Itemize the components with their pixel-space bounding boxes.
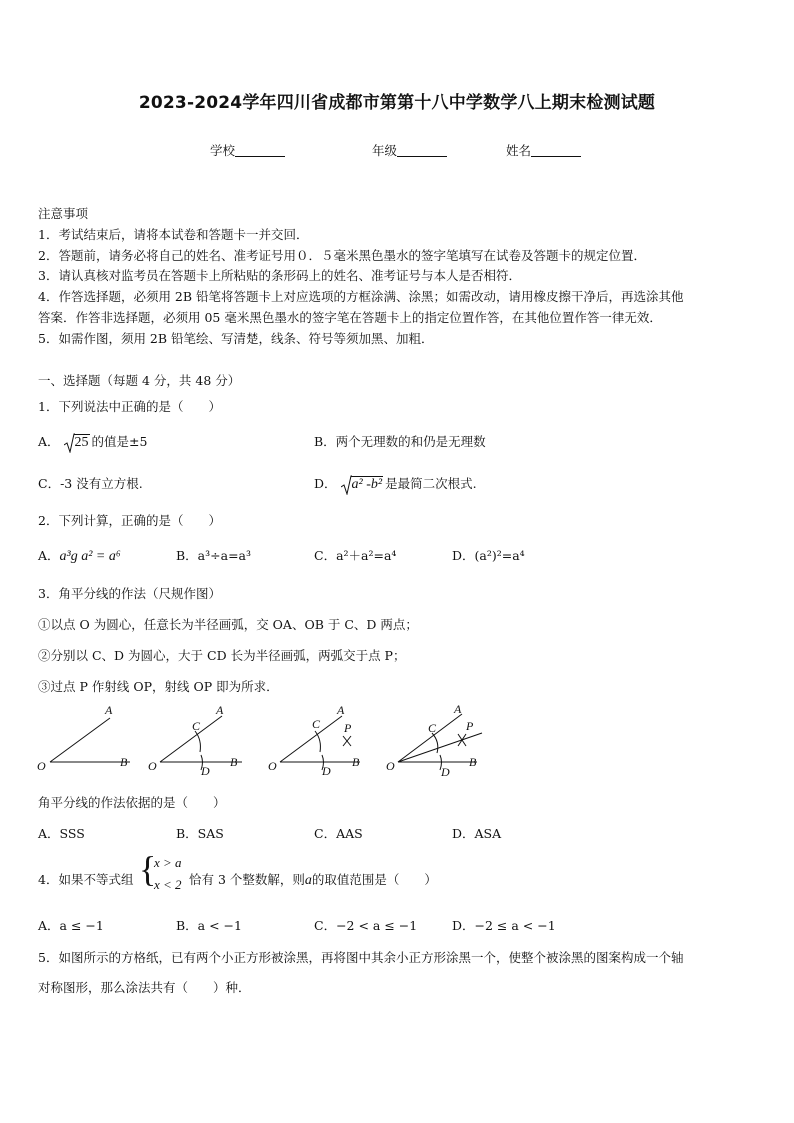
school-blank[interactable] <box>235 143 285 157</box>
label-d: D <box>201 764 210 778</box>
figure-2 <box>148 703 242 778</box>
label-a: A <box>337 703 345 717</box>
label-b: B <box>469 755 477 769</box>
q1-stem: 1．下列说法中正确的是（ ） <box>38 399 221 414</box>
q4-stem-after <box>189 870 437 889</box>
school-field[interactable] <box>210 141 285 159</box>
q4-option-a[interactable]: A．a ≤ −1 <box>38 918 104 933</box>
q3-step-1: ①以点 O 为圆心，任意长为半径画弧，交 OA、OB 于 C、D 两点； <box>38 617 418 632</box>
label-o: O <box>268 759 277 773</box>
notice-heading: 注意事项 <box>38 206 89 221</box>
notice-item: 答案．作答非选择题，必须用 05 毫米黑色墨水的签字笔在答题卡上的指定位置作答，在其他位置作答一律无效． <box>38 310 662 325</box>
figure-3 <box>268 703 360 778</box>
q2-stem: 2．下列计算，正确的是（ ） <box>38 513 221 528</box>
q3-option-a[interactable]: A．SSS <box>38 826 85 841</box>
label-a: A <box>216 703 224 717</box>
q1-a-text: 的值是±5 <box>91 434 148 449</box>
notice-item: 1．考试结束后，请将本试卷和答题卡一并交回． <box>38 227 309 242</box>
q3-stem: 3．角平分线的作法（尺规作图） <box>38 586 221 601</box>
label-c: C <box>428 721 437 735</box>
q4-var: a <box>304 873 312 888</box>
label-b: B <box>120 755 128 769</box>
school-label: 学校 <box>210 143 236 158</box>
q1-option-b[interactable]: B．两个无理数的和仍是无理数 <box>314 434 486 449</box>
q1-d-text: 是最简二次根式. <box>385 476 477 491</box>
radical-sign-icon <box>64 433 75 453</box>
notice-item: 2．答题前，请务必将自己的姓名、准考证号用０．５毫米黑色墨水的签字笔填写在试卷及答题卡的规定位置． <box>38 248 646 263</box>
q2-option-d[interactable]: D．(a²)²=a⁴ <box>452 548 525 563</box>
figure-4 <box>386 702 482 779</box>
q2-a-math: a³g a² = a⁶ <box>59 549 121 564</box>
left-brace-icon: { <box>139 849 157 889</box>
label-p: P <box>344 721 352 735</box>
name-blank[interactable] <box>531 143 581 157</box>
q5-line-1: 5．如图所示的方格纸，已有两个小正方形被涂黑，再将图中其余小正方形涂黑一个，使整个被涂黑的图案构成一个轴 <box>38 950 684 965</box>
notice-item: 3．请认真核对监考员在答题卡上所粘贴的条形码上的姓名、准考证号与本人是否相符． <box>38 268 521 283</box>
q4-ineq-2: x < 2 <box>154 877 182 892</box>
notice-item: 4．作答选择题，必须用 2B 铅笔将答题卡上对应选项的方框涂满、涂黑；如需改动，请用橡皮擦干净后，再选涂其他 <box>38 289 684 304</box>
q1-option-c[interactable]: C．-3 没有立方根. <box>38 476 143 491</box>
name-field[interactable] <box>506 141 581 159</box>
q4-option-d[interactable]: D．−2 ≤ a < −1 <box>452 918 556 933</box>
ray-oa <box>280 716 342 762</box>
q4-text-a: 恰有 3 个整数解，则 <box>189 872 305 887</box>
q3-step-3: ③过点 P 作射线 OP，射线 OP 即为所求． <box>38 679 279 694</box>
ray-oa <box>160 716 222 762</box>
grade-field[interactable] <box>372 141 447 159</box>
q1-d-radicand: a² -b² <box>351 477 383 492</box>
q3-option-d[interactable]: D．ASA <box>452 826 502 841</box>
q4-text-b: 的取值范围是（ ） <box>311 872 437 887</box>
label-c: C <box>192 719 201 733</box>
page-title: 2023-2024学年四川省成都市第第十八中学数学八上期末检测试题 <box>138 93 656 113</box>
q5-line-2: 对称图形，那么涂法共有（ ）种． <box>38 980 251 995</box>
label-b: B <box>352 755 360 769</box>
q1-option-a[interactable] <box>38 432 147 451</box>
label-p: P <box>466 719 474 733</box>
label-d: D <box>322 764 331 778</box>
section-heading: 一、选择题（每题 4 分，共 48 分） <box>38 373 241 388</box>
q3-step-2: ②分别以 C、D 为圆心，大于 CD 长为半径画弧，两弧交于点 P； <box>38 648 406 663</box>
q4-stem-before: 4．如果不等式组 <box>38 872 134 887</box>
label-b: B <box>230 755 238 769</box>
label-d: D <box>441 765 450 779</box>
label-o: O <box>386 759 395 773</box>
q2-option-b[interactable]: B．a³÷a=a³ <box>176 548 252 563</box>
q4-ineq-1: x > a <box>154 855 182 870</box>
sqrt-symbol <box>341 476 384 493</box>
q1-d-label: D． <box>314 476 337 491</box>
label-o: O <box>148 759 157 773</box>
angle-bisector-figures <box>30 700 500 782</box>
grade-label: 年级 <box>372 143 398 158</box>
q3-option-b[interactable]: B．SAS <box>176 826 224 841</box>
q4-option-c[interactable]: C．−2 < a ≤ −1 <box>314 918 418 933</box>
q2-a-label: A． <box>38 548 60 563</box>
label-c: C <box>312 717 321 731</box>
radical-sign-icon <box>341 475 352 495</box>
name-label: 姓名 <box>506 143 532 158</box>
q3-question: 角平分线的作法依据的是（ ） <box>38 795 226 810</box>
figure-1 <box>37 703 130 773</box>
q2-option-c[interactable]: C．a²＋a²=a⁴ <box>314 548 397 563</box>
q2-option-a[interactable] <box>38 546 121 565</box>
q3-option-c[interactable]: C．AAS <box>314 826 363 841</box>
label-o: O <box>37 759 46 773</box>
notice-item: 5．如需作图，须用 2B 铅笔绘、写清楚，线条、符号等须加黑、加粗． <box>38 331 434 346</box>
grade-blank[interactable] <box>397 143 447 157</box>
label-a: A <box>105 703 113 717</box>
q1-a-label: A． <box>38 434 60 449</box>
q1-option-d[interactable] <box>314 474 477 493</box>
q1-a-radicand: 25 <box>74 435 89 450</box>
q4-option-b[interactable]: B．a < −1 <box>176 918 242 933</box>
sqrt-symbol <box>64 434 90 451</box>
label-a: A <box>454 702 462 716</box>
ray-oa <box>50 718 110 762</box>
